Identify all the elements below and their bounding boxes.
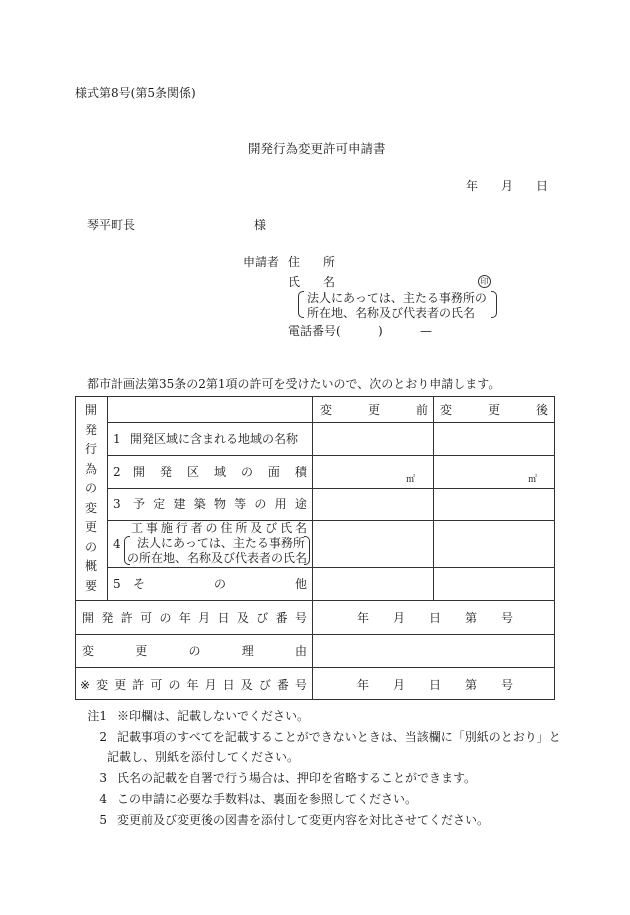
table-rule bbox=[75, 600, 555, 601]
row4-number: 4 bbox=[113, 537, 121, 551]
table-rule bbox=[312, 396, 313, 700]
permit-value: 年 月 日 第 号 bbox=[357, 611, 513, 625]
table-rule bbox=[433, 396, 434, 600]
note-text: 氏名の記載を自署で行う場合は、押印を省略することができます。 bbox=[117, 771, 477, 785]
addressee: 琴平町長 bbox=[87, 218, 136, 232]
bracket-right bbox=[304, 536, 310, 565]
table-rule bbox=[107, 520, 555, 521]
intro-text: 都市計画法第35条の2第1項の許可を受けたいので、次のとおり申請します。 bbox=[87, 377, 501, 391]
name-label: 氏 名 bbox=[288, 275, 335, 289]
row5-number: 5 bbox=[113, 577, 121, 591]
row3-number: 3 bbox=[113, 497, 121, 511]
note-text: この申請に必要な手数料は、裏面を参照してください。 bbox=[117, 792, 418, 806]
note-number: 4 bbox=[99, 792, 107, 806]
reason-label: 変 更 の 理 由 bbox=[82, 644, 307, 658]
note-item bbox=[83, 793, 553, 805]
note-number: 3 bbox=[99, 771, 107, 785]
corp-note-line-1: 法人にあっては、主たる事務所の bbox=[307, 291, 487, 305]
table-rule bbox=[107, 455, 555, 456]
row5-label: そ の 他 bbox=[133, 577, 307, 591]
change-permit-value: 年 月 日 第 号 bbox=[357, 678, 513, 692]
side-heading: 開 発 行 為 の 変 更 の 概 要 bbox=[84, 403, 97, 593]
honorific: 様 bbox=[254, 218, 267, 232]
bracket-left bbox=[298, 291, 304, 318]
table-rule bbox=[75, 667, 555, 668]
table-rule bbox=[75, 634, 555, 635]
row4-label: 工 事 施 行 者 の 住 所 及 び 氏 名 bbox=[131, 521, 307, 535]
note-item bbox=[83, 710, 553, 722]
note-item bbox=[83, 772, 553, 784]
date-day: 日 bbox=[535, 179, 548, 193]
note-continuation: 記載し、別紙を添付してください。 bbox=[107, 750, 300, 764]
area-unit-before: ㎡ bbox=[406, 475, 416, 485]
phone-label: 電話番号( bbox=[288, 324, 341, 338]
address-label: 住 所 bbox=[288, 255, 335, 269]
note-number: 注1 bbox=[87, 709, 107, 723]
corp-note-line-2: 所在地、名称及び代表者の氏名 bbox=[307, 306, 476, 320]
phone-close: ) bbox=[378, 324, 383, 338]
note-number: 2 bbox=[99, 730, 107, 744]
table-rule bbox=[107, 422, 555, 423]
col-header-after: 変 更 後 bbox=[440, 403, 548, 417]
date-year: 年 bbox=[466, 179, 479, 193]
note-item bbox=[83, 730, 561, 764]
notes-section bbox=[83, 709, 561, 835]
note-text: ※印欄は、記載しないでください。 bbox=[117, 709, 310, 723]
row1-number: 1 bbox=[113, 432, 121, 446]
note-number: 5 bbox=[99, 813, 107, 827]
date-month: 月 bbox=[500, 179, 513, 193]
note-text: 変更前及び変更後の図書を添付して変更内容を対比させてください。 bbox=[117, 813, 490, 827]
form-title: 開発行為変更許可申請書 bbox=[248, 141, 386, 156]
date-line bbox=[466, 180, 548, 192]
col-header-before: 変 更 前 bbox=[320, 403, 428, 417]
table-rule bbox=[107, 396, 108, 600]
area-unit-after: ㎡ bbox=[528, 475, 538, 485]
form-number: 様式第8号(第5条関係) bbox=[75, 86, 196, 100]
row1-label: 開発区域に含まれる地域の名称 bbox=[130, 432, 299, 446]
phone-dash: — bbox=[420, 324, 432, 338]
row2-number: 2 bbox=[113, 465, 121, 479]
change-permit-label: ※ 変 更 許 可 の 年 月 日 及 び 番 号 bbox=[80, 678, 307, 692]
row4-note-line-2: の所在地、名称及び代表者の氏名 bbox=[127, 551, 308, 565]
applicant-label: 申請者 bbox=[243, 255, 280, 269]
bracket-right bbox=[491, 291, 497, 318]
table-rule bbox=[107, 567, 555, 568]
note-text: 記載事項のすべてを記載することができないときは、当該欄に「別紙のとおり」と 記載し、別紙を添付してください。 bbox=[117, 730, 587, 763]
seal-mark: 印 bbox=[478, 275, 491, 288]
table-rule bbox=[107, 488, 555, 489]
row4-note-line-1: 法人にあっては、主たる事務所 bbox=[137, 536, 305, 550]
row2-label: 開 発 区 域 の 面 積 bbox=[133, 465, 307, 479]
note-item bbox=[83, 814, 553, 826]
permit-label: 開 発 許 可 の 年 月 日 及 び 番 号 bbox=[82, 611, 307, 625]
row3-label: 予 定 建 築 物 等 の 用 途 bbox=[133, 497, 307, 511]
